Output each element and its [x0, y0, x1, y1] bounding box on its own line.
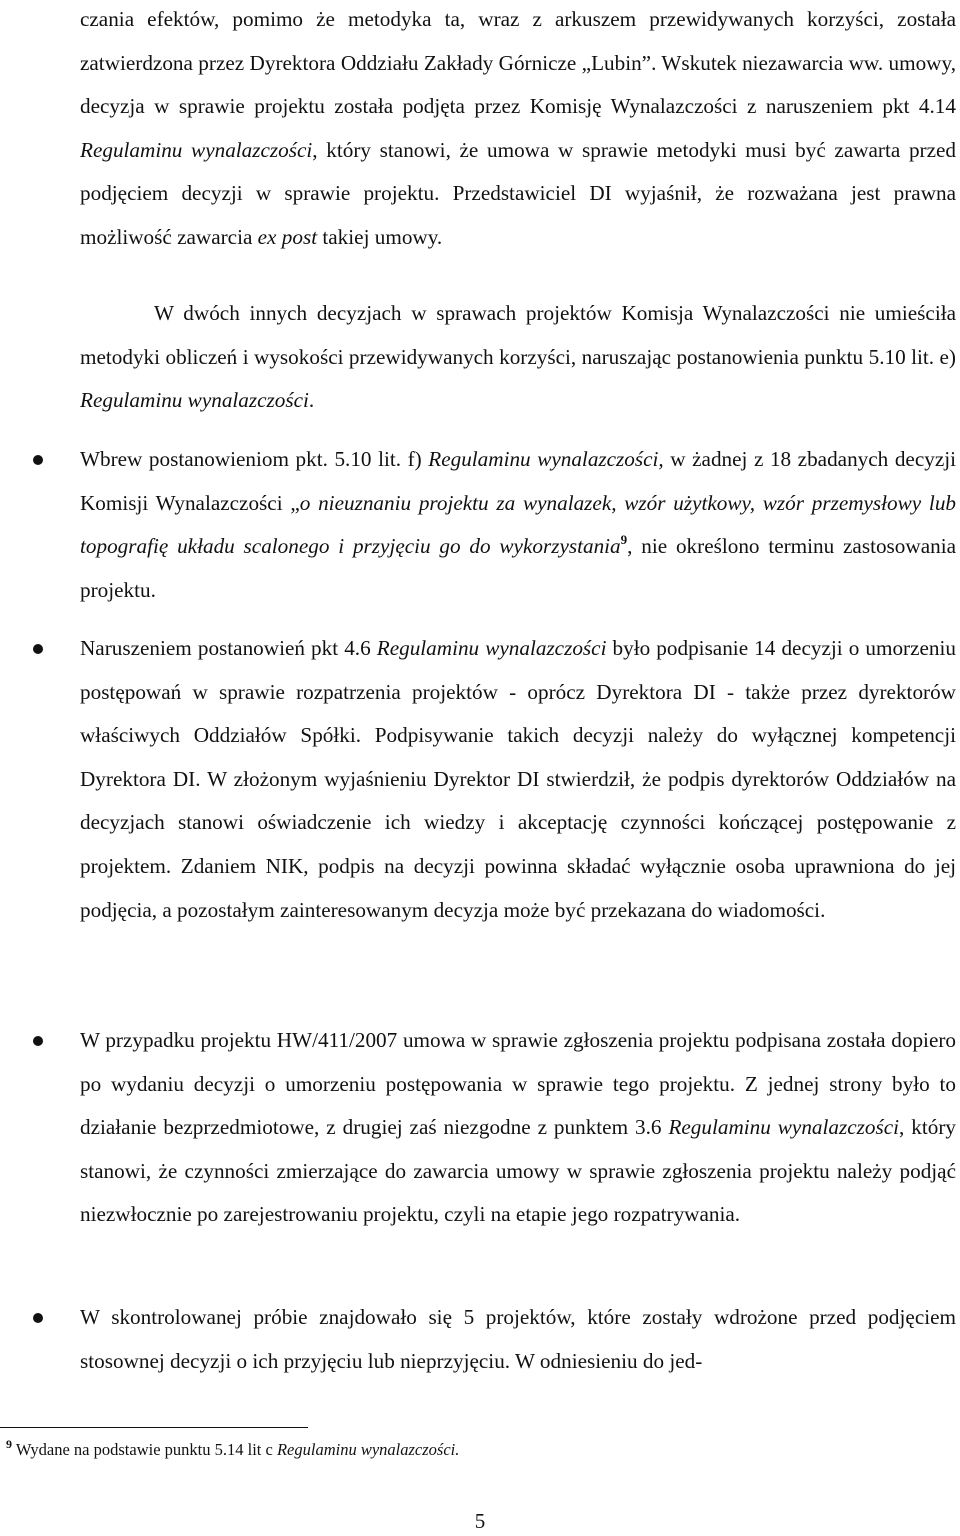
footnote-reference: 9: [620, 532, 628, 548]
bullet-item-proba: [80, 1296, 956, 1383]
bullet-item-hw411: [80, 1019, 956, 1237]
text-run: Naruszeniem postanowień pkt 4.6: [80, 636, 377, 660]
text-run: .: [308, 388, 315, 413]
footnote-separator: [0, 1427, 308, 1428]
bullet-icon: [33, 455, 43, 465]
italic-title: Regulaminu wynalazczości: [80, 388, 309, 413]
italic-title: Regulaminu wynalazczości: [668, 1115, 900, 1140]
bullet-icon: [33, 1313, 43, 1323]
paragraph-metodyka: [80, 0, 956, 260]
italic-title: Regulaminu wynalazczości.: [276, 1440, 460, 1459]
footnote-number: 9: [6, 1437, 12, 1451]
text-run: W dwóch innych decyzjach w sprawach projektów Komisja Wynalazczości nie umieściła metodyki obliczeń i wysokości przewidywanych korzyści, naruszając postanowienia punktu 5.10 lit. e): [80, 301, 956, 369]
bullet-item-podpisanie: [80, 627, 956, 932]
page-number: 5: [474, 1509, 486, 1533]
text-run: Wydane na podstawie punktu 5.14 lit c: [12, 1440, 277, 1459]
italic-title: Regulaminu wynalazczości,: [428, 447, 664, 471]
text-run: , nie określono terminu zastosowania projektu.: [80, 534, 956, 602]
footnote: [6, 1437, 946, 1463]
bullet-item-termin: [80, 438, 956, 612]
text-run: W skontrolowanej próbie znajdowało się 5 projektów, które zostały wdrożone przed podjęciem stosownej decyzji o ich przyjęciu lub nieprzyjęciu. W odniesieniu do jed-: [80, 1305, 956, 1373]
bullet-icon: [33, 644, 43, 654]
paragraph-dwie-decyzje: [80, 292, 956, 423]
text-run: w żadnej z 18 zbadanych decyzji Komisji Wynalazczości „: [80, 447, 956, 515]
italic-title: Regulaminu wynalazczości: [80, 137, 313, 162]
text-run: czania efektów, pomimo że metodyka ta, wraz z arkuszem przewidywanych korzyści, została zatwierdzona przez Dyrektora Oddziału Zakłady Górnicze „Lubin”. Wskutek niezawarcia ww. umowy, decyzja w sprawie projektu została podjęta przez Komisję Wynalazczości z naruszeniem pkt 4.14: [80, 7, 956, 119]
italic-title: Regulaminu wynalazczości: [376, 636, 607, 660]
text-run: , który stanowi, że umowa w sprawie metodyki musi być zawarta przed podjęciem decyzji w sprawie projektu. Przedstawiciel DI wyjaśnił, że rozważana jest prawna możliwość zawarcia: [80, 137, 956, 249]
italic-quote: o nieuznaniu projektu za wynalazek, wzór użytkowy, wzór przemysłowy lub topografię układu scalonego i przyjęciu go do wykorzystania: [80, 490, 957, 559]
text-run: było podpisanie 14 decyzji o umorzeniu postępowań w sprawie rozpatrzenia projektów - oprócz Dyrektora DI - także przez dyrektorów właściwych Oddziałów Spółki. Podpisywanie takich decyzji należy do wyłącznej kompetencji Dyrektora DI. W złożonym wyjaśnieniu Dyrektor DI stwierdził, że podpis dyrektorów Oddziałów na decyzjach stanowi oświadczenie ich wiedzy i akceptację czynności kończącej postępowanie z projektem. Zdaniem NIK, podpis na decyzji powinna składać wyłącznie osoba uprawniona do jej podjęcia, a pozostałym zainteresowanym decyzja może być przekazana do wiadomości.: [80, 636, 956, 922]
text-run: Wbrew postanowieniom pkt. 5.10 lit. f): [80, 447, 429, 471]
bullet-icon: [33, 1036, 43, 1046]
text-run: W przypadku projektu HW/411/2007 umowa w sprawie zgłoszenia projektu podpisana została dopiero po wydaniu decyzji o umorzeniu postępowania w sprawie tego projektu. Z jednej strony było to działanie bezprzedmiotowe, z drugiej zaś niezgodne z punktem 3.6: [80, 1028, 956, 1140]
text-run: , który stanowi, że czynności zmierzające do zawarcia umowy w sprawie zgłoszenia projektu należy podjąć niezwłocznie po zarejestrowaniu projektu, czyli na etapie jego rozpatrywania.: [80, 1115, 956, 1227]
text-run: takiej umowy.: [317, 224, 443, 249]
italic-term: ex post: [257, 224, 318, 249]
